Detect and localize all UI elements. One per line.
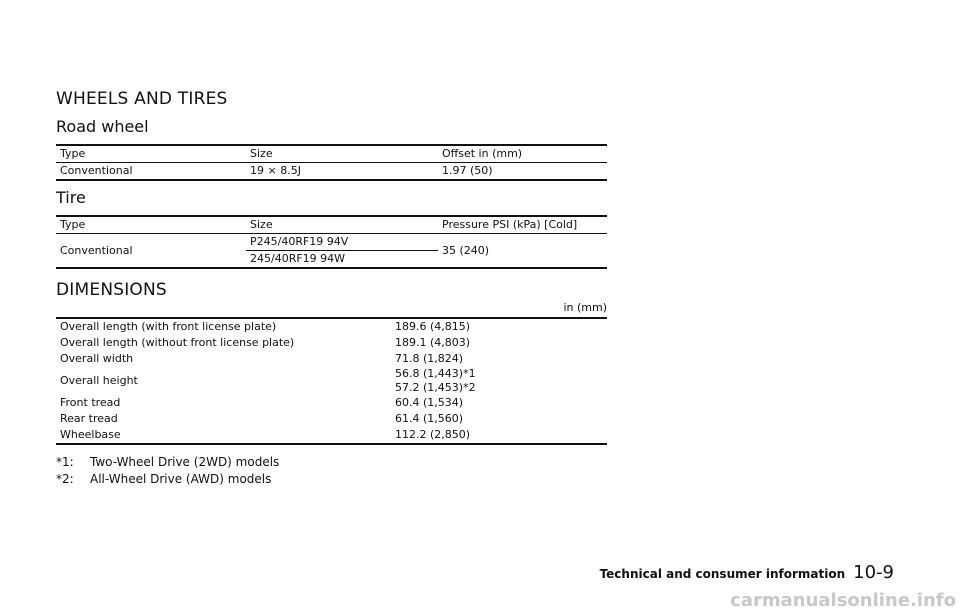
table-row — [56, 351, 607, 367]
table-row — [56, 318, 607, 335]
dim-value: 189.1 (4,803) — [395, 336, 471, 349]
col-pressure: Pressure PSI (kPa) [Cold] — [442, 218, 578, 231]
cell-size: 19 × 8.5J — [246, 163, 438, 181]
dim-value-2wd: 56.8 (1,443)*1 — [395, 367, 476, 380]
footnote — [56, 471, 607, 488]
table-row — [56, 163, 607, 181]
dim-label: Rear tread — [60, 412, 118, 425]
dim-label: Wheelbase — [60, 428, 121, 441]
dim-value-awd: 57.2 (1,453)*2 — [395, 381, 476, 394]
footnote — [56, 454, 607, 471]
cell-offset: 1.97 (50) — [438, 163, 607, 181]
tire-table — [56, 215, 607, 269]
col-type: Type — [60, 218, 86, 231]
cell-tire-type: Conventional — [56, 234, 246, 269]
table-header-row — [56, 216, 607, 234]
col-type: Type — [60, 147, 86, 160]
dimensions-unit: in (mm) — [563, 301, 607, 314]
dim-value: 61.4 (1,560) — [395, 412, 464, 425]
table-row — [56, 411, 607, 427]
dimensions-table — [56, 317, 607, 445]
table-row — [56, 367, 607, 395]
footnote-marker: *2: — [56, 472, 74, 486]
cell-tire-size-2: 245/40RF19 94W — [246, 251, 438, 269]
dim-value — [391, 367, 607, 395]
dim-value: 60.4 (1,534) — [395, 396, 464, 409]
dim-label: Overall length (with front license plate) — [60, 320, 277, 333]
table-row — [56, 335, 607, 351]
table-row — [56, 234, 607, 251]
col-size: Size — [250, 218, 273, 231]
dim-label: Overall width — [60, 352, 134, 365]
table-row — [56, 395, 607, 411]
table-row — [56, 427, 607, 444]
dim-value: 71.8 (1,824) — [395, 352, 464, 365]
watermark: carmanualsonline.info — [730, 590, 956, 611]
cell-tire-size-1: P245/40RF19 94V — [246, 234, 438, 251]
wheels-heading: WHEELS AND TIRES — [56, 89, 228, 109]
col-offset: Offset in (mm) — [442, 147, 523, 160]
dim-label: Overall height — [60, 374, 138, 387]
dim-label: Front tread — [60, 396, 121, 409]
table-header-row — [56, 145, 607, 163]
section-title: Technical and consumer information — [599, 567, 846, 581]
dim-value: 189.6 (4,815) — [395, 320, 471, 333]
footnote-text: Two-Wheel Drive (2WD) models — [90, 455, 280, 469]
footnote-text: All-Wheel Drive (AWD) models — [90, 472, 272, 486]
footnote-marker: *1: — [56, 455, 74, 469]
page-content — [56, 88, 607, 488]
road-wheel-heading: Road wheel — [56, 117, 149, 136]
dimensions-heading: DIMENSIONS — [56, 280, 167, 300]
page-number: 10-9 — [853, 562, 894, 583]
tire-heading: Tire — [56, 188, 86, 207]
dim-value: 112.2 (2,850) — [395, 428, 471, 441]
dim-label: Overall length (without front license plate) — [60, 336, 295, 349]
page-footer — [600, 562, 894, 583]
road-wheel-table — [56, 144, 607, 181]
cell-tire-pressure: 35 (240) — [438, 234, 607, 269]
footnotes — [56, 454, 607, 488]
cell-type: Conventional — [56, 163, 246, 181]
col-size: Size — [250, 147, 273, 160]
